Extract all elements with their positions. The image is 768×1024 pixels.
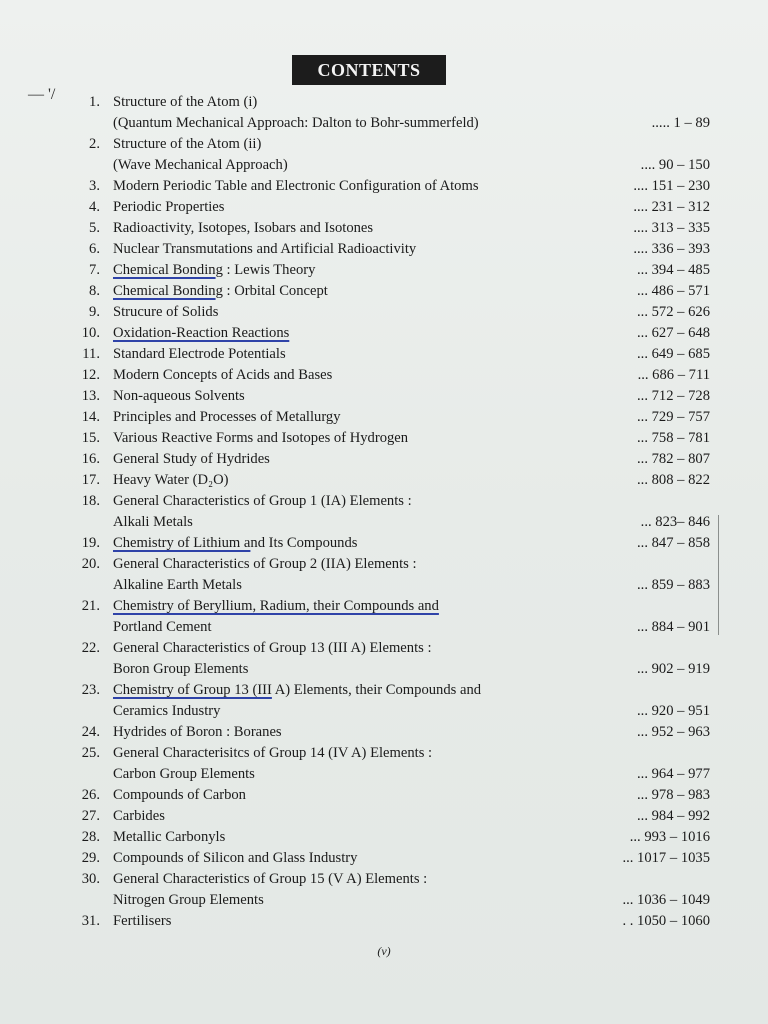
- entry-number: 19.: [81, 535, 100, 551]
- entry-number: 1.: [89, 94, 100, 110]
- entry-number: 10.: [81, 325, 100, 341]
- entry-title: General Characteristics of Group 13 (III A) Elements :: [113, 640, 432, 656]
- contents-row: [0, 134, 768, 155]
- entry-title: Modern Concepts of Acids and Bases: [113, 367, 333, 383]
- contents-row: [0, 764, 768, 785]
- contents-row: [0, 827, 768, 848]
- entry-number: 7.: [89, 262, 100, 278]
- entry-number: 30.: [81, 871, 100, 887]
- entry-number: 26.: [81, 787, 100, 803]
- entry-title: Radioactivity, Isotopes, Isobars and Isotones: [113, 220, 374, 236]
- contents-row: [0, 365, 768, 386]
- entry-page-range: ... 823– 846: [640, 514, 710, 530]
- entry-page-range: ... 920 – 951: [637, 703, 710, 719]
- entry-title: General Characteristics of Group 1 (IA) Elements :: [113, 493, 412, 509]
- entry-page-range: ... 686 – 711: [637, 367, 710, 383]
- contents-row: [0, 260, 768, 281]
- contents-row: [0, 722, 768, 743]
- entry-title: Oxidation-Reaction Reactions: [113, 325, 290, 341]
- entry-title: Boron Group Elements: [113, 661, 249, 677]
- entry-title: Hydrides of Boron : Boranes: [113, 724, 282, 740]
- entry-number: 25.: [81, 745, 100, 761]
- entry-title: Structure of the Atom (ii): [113, 136, 262, 152]
- entry-number: 14.: [81, 409, 100, 425]
- entry-number: 28.: [81, 829, 100, 845]
- entry-page-range: ..... 1 – 89: [651, 115, 710, 131]
- entry-page-range: . . 1050 – 1060: [622, 913, 710, 929]
- entry-title: Portland Cement: [113, 619, 212, 635]
- entry-number: 22.: [81, 640, 100, 656]
- page-number: (v): [377, 944, 391, 958]
- contents-row: [0, 239, 768, 260]
- entry-title: Chemistry of Lithium and Its Compounds: [113, 535, 358, 551]
- entry-page-range: ... 394 – 485: [637, 262, 710, 278]
- entry-page-range: .... 90 – 150: [640, 157, 710, 173]
- entry-title: Non-aqueous Solvents: [113, 388, 245, 404]
- entry-number: 24.: [81, 724, 100, 740]
- entry-page-range: ... 486 – 571: [637, 283, 710, 299]
- entry-number: 9.: [89, 304, 100, 320]
- contents-row: [0, 659, 768, 680]
- entry-title: Metallic Carbonyls: [113, 829, 226, 845]
- entry-page-range: .... 231 – 312: [633, 199, 710, 215]
- entry-number: 15.: [81, 430, 100, 446]
- entry-page-range: ... 964 – 977: [637, 766, 710, 782]
- entry-title: Nuclear Transmutations and Artificial Radioactivity: [113, 241, 417, 257]
- entry-page-range: .... 313 – 335: [633, 220, 710, 236]
- entry-title: Ceramics Industry: [113, 703, 221, 719]
- contents-row: [0, 785, 768, 806]
- entry-page-range: ... 712 – 728: [637, 388, 710, 404]
- entry-title: General Characteristics of Group 2 (IIA) Elements :: [113, 556, 417, 572]
- entry-page-range: .... 151 – 230: [633, 178, 710, 194]
- contents-row: [0, 155, 768, 176]
- entry-number: 8.: [89, 283, 100, 299]
- entry-number: 5.: [89, 220, 100, 236]
- entry-title: General Study of Hydrides: [113, 451, 270, 467]
- contents-row: [0, 848, 768, 869]
- entry-title: Alkaline Earth Metals: [113, 577, 242, 593]
- contents-row: [0, 449, 768, 470]
- entry-page-range: ... 952 – 963: [637, 724, 710, 740]
- contents-row: [0, 596, 768, 617]
- entry-number: 18.: [81, 493, 100, 509]
- entry-page-range: ... 1036 – 1049: [622, 892, 710, 908]
- contents-row: [0, 491, 768, 512]
- entry-number: 3.: [89, 178, 100, 194]
- contents-row: [0, 386, 768, 407]
- entry-number: 23.: [81, 682, 100, 698]
- contents-row: [0, 428, 768, 449]
- entry-title: Chemistry of Group 13 (III A) Elements, their Compounds and: [113, 682, 482, 698]
- entry-number: 21.: [81, 598, 100, 614]
- entry-page-range: ... 993 – 1016: [629, 829, 710, 845]
- entry-title: Carbon Group Elements: [113, 766, 255, 782]
- entry-page-range: ... 729 – 757: [637, 409, 710, 425]
- contents-row: [0, 743, 768, 764]
- entry-title: Carbides: [113, 808, 165, 824]
- entry-number: 11.: [82, 346, 100, 362]
- entry-number: 2.: [89, 136, 100, 152]
- contents-row: [0, 554, 768, 575]
- contents-row: [0, 344, 768, 365]
- entry-title: Nitrogen Group Elements: [113, 892, 264, 908]
- entry-title: Periodic Properties: [113, 199, 225, 215]
- entry-page-range: ... 808 – 822: [637, 472, 710, 488]
- entry-number: 4.: [89, 199, 100, 215]
- entry-number: 29.: [81, 850, 100, 866]
- entry-number: 31.: [81, 913, 100, 929]
- entry-title: (Wave Mechanical Approach): [113, 157, 288, 173]
- contents-row: [0, 575, 768, 596]
- contents-row: [0, 890, 768, 911]
- contents-row: [0, 470, 768, 491]
- contents-row: [0, 533, 768, 554]
- contents-row: [0, 512, 768, 533]
- contents-row: [0, 701, 768, 722]
- contents-row: [0, 638, 768, 659]
- entry-page-range: ... 572 – 626: [637, 304, 710, 320]
- contents-row: [0, 869, 768, 890]
- entry-title: Chemical Bonding : Orbital Concept: [113, 283, 328, 299]
- contents-row: [0, 680, 768, 701]
- entry-title: Structure of the Atom (i): [113, 94, 258, 110]
- contents-row: [0, 176, 768, 197]
- contents-row: [0, 911, 768, 932]
- contents-row: [0, 281, 768, 302]
- margin-pencil-mark: — '/: [28, 86, 56, 103]
- contents-row: [0, 302, 768, 323]
- entry-number: 16.: [81, 451, 100, 467]
- entry-number: 27.: [81, 808, 100, 824]
- contents-row: [0, 407, 768, 428]
- entry-title: General Characteristics of Group 15 (V A) Elements :: [113, 871, 428, 887]
- entry-title: Heavy Water (D₂O): [113, 472, 229, 488]
- entry-page-range: ... 782 – 807: [637, 451, 710, 467]
- entry-title: (Quantum Mechanical Approach: Dalton to Bohr-summerfeld): [113, 115, 479, 131]
- entry-title: Chemical Bonding : Lewis Theory: [113, 262, 316, 278]
- entry-page-range: ... 627 – 648: [637, 325, 710, 341]
- entry-number: 17.: [81, 472, 100, 488]
- entry-page-range: ... 859 – 883: [637, 577, 710, 593]
- contents-list: [0, 92, 768, 932]
- entry-title: General Characterisitcs of Group 14 (IV A) Elements :: [113, 745, 433, 761]
- contents-row: [0, 197, 768, 218]
- entry-title: Various Reactive Forms and Isotopes of Hydrogen: [113, 430, 409, 446]
- entry-page-range: ... 984 – 992: [637, 808, 710, 824]
- entry-title: Fertilisers: [113, 913, 172, 929]
- entry-number: 6.: [89, 241, 100, 257]
- entry-title: Alkali Metals: [113, 514, 193, 530]
- entry-title: Strucure of Solids: [113, 304, 219, 320]
- entry-page-range: ... 758 – 781: [637, 430, 710, 446]
- contents-heading: CONTENTS: [292, 55, 446, 85]
- contents-row: [0, 92, 768, 113]
- entry-page-range: ... 649 – 685: [637, 346, 710, 362]
- contents-row: [0, 617, 768, 638]
- entry-number: 20.: [81, 556, 100, 572]
- entry-page-range: ... 1017 – 1035: [622, 850, 710, 866]
- entry-title: Chemistry of Beryllium, Radium, their Compounds and: [113, 598, 439, 614]
- contents-row: [0, 323, 768, 344]
- entry-title: Modern Periodic Table and Electronic Configuration of Atoms: [113, 178, 479, 194]
- entry-page-range: ... 847 – 858: [637, 535, 710, 551]
- contents-row: [0, 218, 768, 239]
- entry-page-range: ... 902 – 919: [637, 661, 710, 677]
- entry-number: 12.: [81, 367, 100, 383]
- entry-page-range: ... 978 – 983: [637, 787, 710, 803]
- entry-page-range: ... 884 – 901: [637, 619, 710, 635]
- entry-title: Standard Electrode Potentials: [113, 346, 286, 362]
- entry-title: Principles and Processes of Metallurgy: [113, 409, 341, 425]
- entry-page-range: .... 336 – 393: [633, 241, 710, 257]
- entry-title: Compounds of Silicon and Glass Industry: [113, 850, 358, 866]
- contents-row: [0, 113, 768, 134]
- contents-row: [0, 806, 768, 827]
- entry-title: Compounds of Carbon: [113, 787, 246, 803]
- entry-number: 13.: [81, 388, 100, 404]
